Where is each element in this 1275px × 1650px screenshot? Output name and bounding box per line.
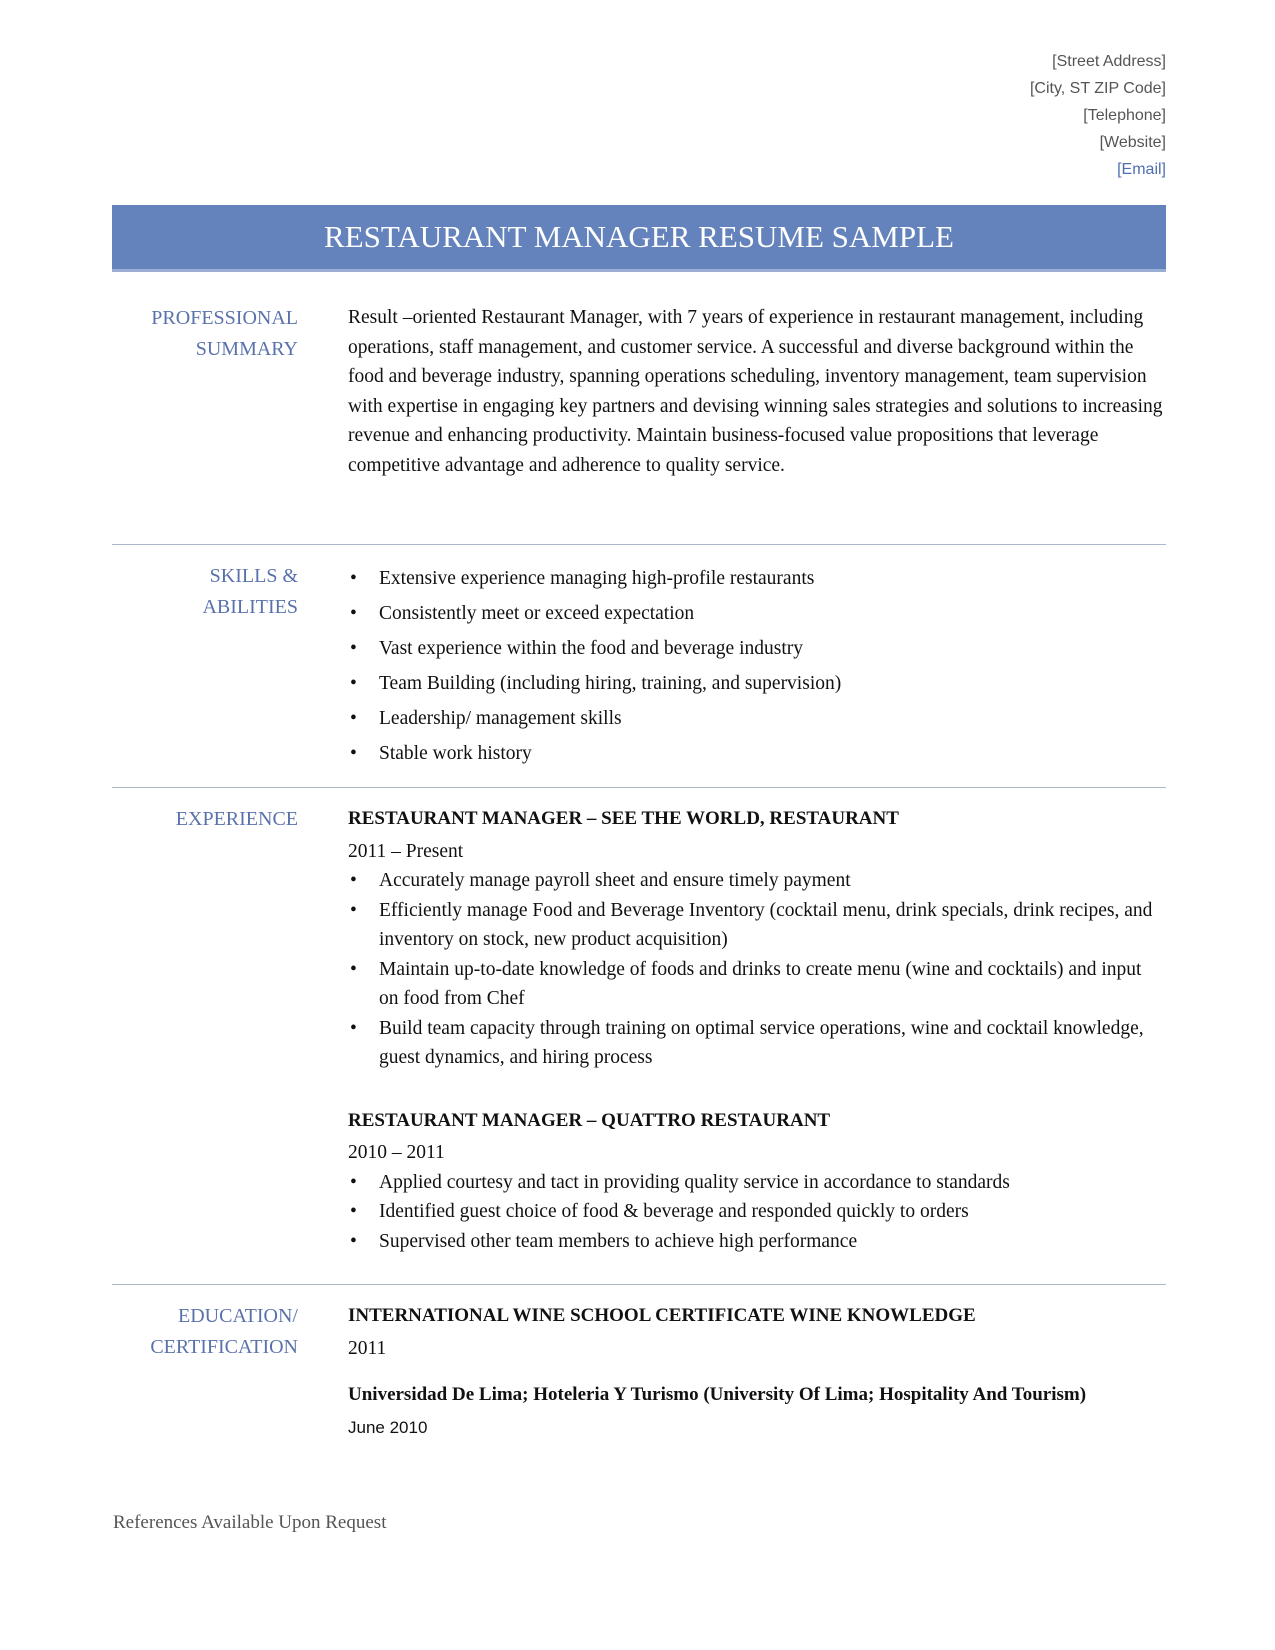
education-date: 2011 (348, 1337, 387, 1359)
list-item: • Stable work history (348, 736, 1163, 771)
city-state-zip: [City, ST ZIP Code] (1029, 80, 1166, 97)
job-bullets (348, 1168, 1163, 1257)
list-item: • Identified guest choice of food & beverage and responded quickly to orders (348, 1197, 1163, 1227)
divider (112, 544, 1166, 545)
telephone: [Telephone] (1083, 107, 1166, 124)
education-date: June 2010 (348, 1417, 428, 1437)
list-item: • Accurately manage payroll sheet and ensure timely payment (348, 866, 1163, 896)
job-dates: 2011 – Present (348, 840, 464, 862)
job-title: RESTAURANT MANAGER – QUATTRO RESTAURANT (348, 1109, 831, 1131)
list-item: • Build team capacity through training on optimal service operations, wine and cocktail knowledge, guest dynamics, and hiring process (348, 1014, 1163, 1073)
summary-text: Result –oriented Restaurant Manager, with 7 years of experience in restaurant management, including operations, staff management, and customer service. A successful and diverse background within the food and beverage industry, spanning operations scheduling, inventory management, team supervision with expertise in engaging key partners and devising winning sales strategies and solutions to increasing revenue and enhancing productivity. Maintain business-focused value propositions that leverage competitive advantage and adherence to quality service. (348, 307, 1163, 476)
list-item: • Leadership/ management skills (348, 701, 1163, 736)
section-label: SKILLS & ABILITIES (202, 565, 298, 618)
street-address: [Street Address] (1052, 53, 1166, 70)
references-note: References Available Upon Request (113, 1512, 387, 1533)
list-item: • Extensive experience managing high-profile restaurants (348, 561, 1163, 596)
divider (112, 1284, 1166, 1285)
email-link[interactable]: [Email] (1117, 161, 1166, 178)
resume-title: RESTAURANT MANAGER RESUME SAMPLE (112, 205, 1166, 272)
section-label: PROFESSIONAL SUMMARY (151, 307, 298, 360)
job-dates: 2010 – 2011 (348, 1142, 445, 1163)
website: [Website] (1099, 134, 1166, 151)
list-item: • Team Building (including hiring, training, and supervision) (348, 666, 1163, 701)
job-bullets (348, 866, 1163, 1073)
list-item: • Maintain up-to-date knowledge of foods and drinks to create menu (wine and cocktails) and input on food from Chef (348, 955, 1163, 1014)
contact-block (1030, 48, 1166, 183)
list-item: • Applied courtesy and tact in providing quality service in accordance to standards (348, 1168, 1163, 1198)
list-item: • Supervised other team members to achieve high performance (348, 1227, 1163, 1257)
skills-list (348, 561, 1163, 771)
section-label: EDUCATION/ CERTIFICATION (150, 1305, 298, 1358)
education-title: Universidad De Lima; Hoteleria Y Turismo (University Of Lima; Hospitality And Tourism) (348, 1384, 1087, 1405)
section-label: EXPERIENCE (175, 808, 298, 830)
divider (112, 787, 1166, 788)
list-item: • Consistently meet or exceed expectation (348, 596, 1163, 631)
education-title: INTERNATIONAL WINE SCHOOL CERTIFICATE WINE KNOWLEDGE (348, 1305, 976, 1326)
list-item: • Efficiently manage Food and Beverage Inventory (cocktail menu, drink specials, drink recipes, and inventory on stock, new product acquisition) (348, 896, 1163, 955)
job-title: RESTAURANT MANAGER – SEE THE WORLD, RESTAURANT (348, 808, 899, 829)
list-item: • Vast experience within the food and beverage industry (348, 631, 1163, 666)
